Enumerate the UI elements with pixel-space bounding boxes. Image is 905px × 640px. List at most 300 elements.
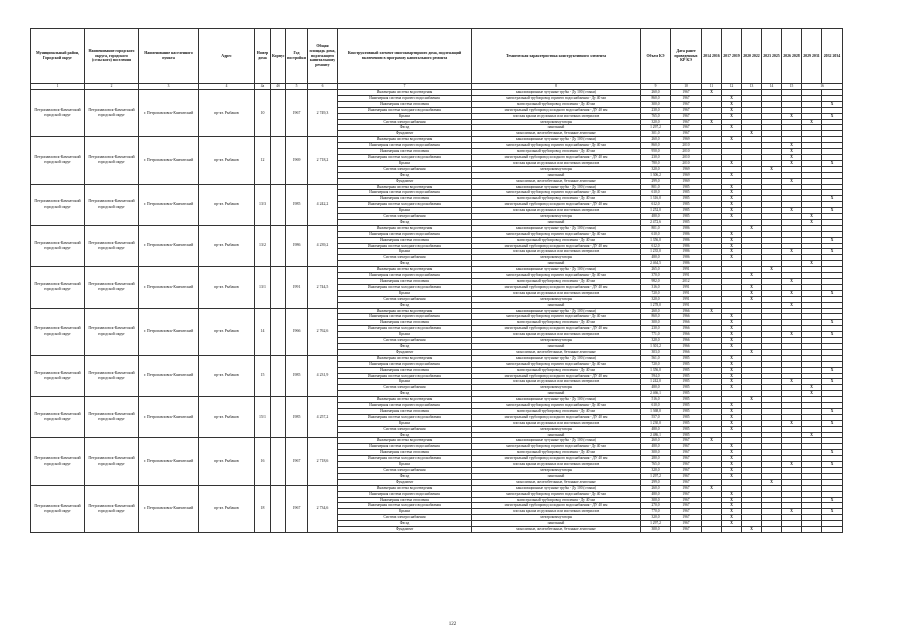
house-number-cell: 18 [255,485,271,532]
header-element: Конструктивный элемент многоквартирного дома, подлежащий включению в программу капитального ремонта [338,29,472,84]
period-5-mark: X [782,249,802,255]
volume-cell: 1 235,0 [641,249,671,255]
period-3-mark: X [742,527,762,533]
prev-repair-cell: 1967 [671,131,702,137]
period-1-mark: X [702,438,722,444]
element-cell: Крыша [338,332,472,338]
element-cell: Фасад [338,432,472,438]
element-cell: Инженерная система отопления [338,450,472,456]
header-period-5: 2026 2028 [782,29,802,84]
volume-cell: 765,0 [641,462,671,468]
prev-repair-cell: 1986 [671,231,702,237]
period-4-mark: X [762,166,782,172]
element-cell: Инженерная система холодного водоснабжения [338,503,472,509]
column-number: 9 [641,84,671,90]
period-2-mark: X [722,420,742,426]
volume-cell: 260,0 [641,90,671,96]
locality-cell: г. Петропавловск-Камчатский [139,438,199,485]
prev-repair-cell: 1967 [671,527,702,533]
characteristic-cell: магистральный трубопровод горячего водоснабжения - Ду 40 мм [472,314,641,320]
period-2-mark: X [722,343,742,349]
address-cell: пр-кт. Рыбаков [199,225,255,266]
column-number: 16 [802,84,843,90]
element-cell: Инженерная система горячего водоснабжения [338,491,472,497]
period-7-mark: X [822,113,843,119]
volume-cell: 765,0 [641,113,671,119]
column-number: 8 [472,84,641,90]
volume-cell: 1 230,0 [641,420,671,426]
prev-repair-cell: 1985 [671,403,702,409]
prev-repair-cell: 1985 [671,202,702,208]
prev-repair-cell: 1967 [671,479,702,485]
period-2-mark: X [722,231,742,237]
prev-repair-cell: 1967 [671,119,702,125]
volume-cell: 260,0 [641,485,671,491]
element-cell: Инженерная система горячего водоснабжения [338,444,472,450]
prev-repair-cell: 1966 [671,338,702,344]
characteristic-cell: панельный [472,125,641,131]
period-5-mark: X [782,302,802,308]
building-cell [271,308,286,355]
prev-repair-cell: 1966 [671,308,702,314]
table-header [31,29,843,90]
volume-cell: 1 356,0 [641,367,671,373]
prev-repair-cell: 1985 [671,367,702,373]
element-cell: Фасад [338,521,472,527]
volume-cell: 2 486,1 [641,432,671,438]
period-2-mark: X [722,208,742,214]
year-cell: 1967 [286,438,308,485]
column-number: 6 [308,84,338,90]
element-cell: Крыша [338,113,472,119]
period-7-mark: X [822,332,843,338]
period-2-mark: X [722,497,742,503]
characteristic-cell: панельный [472,343,641,349]
element-cell: Фасад [338,261,472,267]
settlement-cell: Петропавловск-Камчатский городской округ [85,184,139,225]
period-2-mark: X [722,314,742,320]
prev-repair-cell: 1967 [671,101,702,107]
volume-cell: 2 466,1 [641,391,671,397]
period-2-mark: X [722,503,742,509]
locality-cell: г. Петропавловск-Камчатский [139,397,199,438]
element-cell: Инженерная система водоотведения [338,485,472,491]
element-cell: Инженерная система холодного водоснабжения [338,414,472,420]
prev-repair-cell: 1967 [671,473,702,479]
prev-repair-cell: 1985 [671,184,702,190]
element-cell: Система электроснабжения [338,338,472,344]
element-cell: Фундамент [338,527,472,533]
characteristic-cell: магистральный трубопровод холодного водоснабжения - ДУ 40 мм [472,243,641,249]
characteristic-cell: магистральный трубопровод горячего водоснабжения - Ду 40 мм [472,143,641,149]
volume-cell: 230,0 [641,154,671,160]
element-cell: Система электроснабжения [338,426,472,432]
year-cell: 1966 [286,308,308,355]
period-2-mark: X [722,107,742,113]
characteristic-cell: магистральный трубопровод горячего водоснабжения - Ду 40 мм [472,491,641,497]
settlement-cell: Петропавловск-Камчатский городской округ [85,438,139,485]
element-cell: Инженерная система водоотведения [338,397,472,403]
characteristic-cell: магистральный трубопровод отопления - Ду 40 мм [472,101,641,107]
column-number: 10 [671,84,702,90]
period-5-mark: X [782,290,802,296]
prev-repair-cell: 1966 [671,320,702,326]
column-number: 2 [85,84,139,90]
district-cell: Петропавловск-Камчатский городской округ [31,267,85,308]
prev-repair-cell: 1986 [671,237,702,243]
element-cell: Фасад [338,172,472,178]
locality-cell: г. Петропавловск-Камчатский [139,308,199,355]
characteristic-cell: электрокоммутаторы [472,166,641,172]
prev-repair-cell: 1969 [671,178,702,184]
house-number-cell: 13/3 [255,184,271,225]
volume-cell: 300,0 [641,527,671,533]
volume-cell: 1 356,0 [641,237,671,243]
period-7-mark: X [822,450,843,456]
characteristic-cell: электрокоммутаторы [472,255,641,261]
period-2-mark: X [722,214,742,220]
element-cell: Инженерная система горячего водоснабжения [338,273,472,279]
element-cell: Система электроснабжения [338,515,472,521]
prev-repair-cell: 1966 [671,343,702,349]
prev-repair-cell: 1967 [671,95,702,101]
characteristic-cell: панельный [472,432,641,438]
characteristic-cell: магистральный трубопровод холодного водоснабжения - ДУ 40 мм [472,414,641,420]
prev-repair-cell: 1985 [671,426,702,432]
characteristic-cell: магистральный трубопровод горячего водоснабжения - Ду 40 мм [472,231,641,237]
period-5-mark: X [782,160,802,166]
characteristic-cell: магистральный трубопровод холодного водоснабжения - ДУ 40 мм [472,373,641,379]
building-cell [271,485,286,532]
period-2-mark: X [722,462,742,468]
volume-cell: 480,0 [641,214,671,220]
characteristic-cell: канализационные чугунные трубы - Ду 100 (стояки) [472,355,641,361]
year-cell: 1969 [286,137,308,184]
characteristic-cell: плоская крыша из рулонных или мастичных материалов [472,113,641,119]
prev-repair-cell: 1985 [671,420,702,426]
volume-cell: 260,0 [641,438,671,444]
column-number: 14 [762,84,782,90]
district-cell: Петропавловск-Камчатский городской округ [31,184,85,225]
house-number-cell: 15/1 [255,397,271,438]
element-cell: Инженерная система холодного водоснабжения [338,243,472,249]
volume-cell: 316,0 [641,284,671,290]
period-2-mark: X [722,444,742,450]
prev-repair-cell: 1985 [671,214,702,220]
address-cell: пр-кт. Рыбаков [199,397,255,438]
period-2-mark: X [722,367,742,373]
characteristic-cell: канализационные чугунные трубы - Ду 100 (стояки) [472,184,641,190]
locality-cell: г. Петропавловск-Камчатский [139,184,199,225]
address-cell: пр-кт. Рыбаков [199,137,255,184]
element-cell: Инженерная система отопления [338,320,472,326]
period-3-mark: X [742,284,762,290]
district-cell: Петропавловск-Камчатский городской округ [31,397,85,438]
period-2-mark: X [722,184,742,190]
period-2-mark: X [722,255,742,261]
volume-cell: 2 464,5 [641,261,671,267]
header-year: Год постройки [286,29,308,84]
element-cell: Инженерная система горячего водоснабжения [338,361,472,367]
district-cell: Петропавловск-Камчатский городской округ [31,485,85,532]
prev-repair-cell: 1985 [671,385,702,391]
characteristic-cell: монолитные, железобетонные, бетонные ленточные [472,178,641,184]
header-volume: Объем КЭ [641,29,671,84]
period-2-mark: X [722,403,742,409]
prev-repair-cell: 2010 [671,160,702,166]
element-cell: Система электроснабжения [338,296,472,302]
period-3-mark: X [742,225,762,231]
volume-cell: 1 316,0 [641,196,671,202]
house-number-cell: 16 [255,438,271,485]
page-number: 122 [448,622,457,627]
prev-repair-cell: 1967 [671,497,702,503]
characteristic-cell: плоская крыша из рулонных или мастичных материалов [472,160,641,166]
address-cell: пр-кт. Рыбаков [199,485,255,532]
characteristic-cell: плоская крыша из рулонных или мастичных материалов [472,509,641,515]
program-table-sheet [30,28,842,533]
characteristic-cell: электрокоммутаторы [472,385,641,391]
prev-repair-cell: 1967 [671,107,702,113]
volume-cell: 770,0 [641,509,671,515]
period-7-mark: X [822,408,843,414]
district-cell: Петропавловск-Камчатский городской округ [31,308,85,355]
element-cell: Инженерная система водоотведения [338,90,472,96]
header-characteristics: Техническая характеристика конструктивного элемента [472,29,641,84]
characteristic-cell: магистральный трубопровод холодного водоснабжения - ДУ 40 мм [472,326,641,332]
period-2-mark: X [722,101,742,107]
element-cell: Инженерная система отопления [338,497,472,503]
characteristic-cell: магистральный трубопровод отопления - Ду 40 мм [472,450,641,456]
characteristic-cell: канализационные чугунные трубы - Ду 100 (стояки) [472,267,641,273]
element-cell: Инженерная система водоотведения [338,438,472,444]
element-cell: Крыша [338,249,472,255]
prev-repair-cell: 1967 [671,515,702,521]
element-cell: Фасад [338,391,472,397]
volume-cell: 1 297,2 [641,473,671,479]
locality-cell: г. Петропавловск-Камчатский [139,137,199,184]
column-number: 15 [782,84,802,90]
column-number: 11 [702,84,722,90]
header-period-1: 2014 2016 [702,29,722,84]
prev-repair-cell: 1985 [671,196,702,202]
prev-repair-cell: 1985 [671,361,702,367]
prev-repair-cell: 1986 [671,225,702,231]
volume-cell: 1 297,2 [641,521,671,527]
prev-repair-cell: 1967 [671,438,702,444]
period-6-mark [802,527,822,533]
building-cell [271,137,286,184]
characteristic-cell: магистральный трубопровод горячего водоснабжения - Ду 40 мм [472,403,641,409]
period-2-mark: X [722,385,742,391]
period-7-mark: X [822,497,843,503]
element-cell: Инженерная система горячего водоснабжения [338,95,472,101]
volume-cell: 265,0 [641,267,671,273]
period-5-mark: X [782,178,802,184]
prev-repair-cell: 1967 [671,503,702,509]
prev-repair-cell: 2010 [671,143,702,149]
header-locality: Наименование населенного пункта [139,29,199,84]
address-cell: пр-кт. Рыбаков [199,90,255,137]
volume-cell: 1 242,0 [641,379,671,385]
header-period-6: 2029 2031 [802,29,822,84]
characteristic-cell: электрокоммутаторы [472,214,641,220]
characteristic-cell: магистральный трубопровод холодного водоснабжения - ДУ 40 мм [472,284,641,290]
volume-cell: 480,0 [641,444,671,450]
header-district: Муниципальный район, Городской округ [31,29,85,84]
period-6-mark: X [802,219,822,225]
characteristic-cell: электрокоммутаторы [472,296,641,302]
prev-repair-cell: 1985 [671,414,702,420]
period-5-mark: X [782,143,802,149]
year-cell: 1967 [286,90,308,137]
area-cell: 4 231,9 [308,355,338,396]
volume-cell: 480,0 [641,255,671,261]
district-cell: Петропавловск-Камчатский городской округ [31,355,85,396]
element-cell: Инженерная система водоотведения [338,267,472,273]
prev-repair-cell: 1985 [671,208,702,214]
prev-repair-cell: 1986 [671,261,702,267]
period-2-mark: X [722,509,742,515]
capital-repair-table [30,28,843,533]
volume-cell: 561,0 [641,355,671,361]
period-2-mark: X [722,243,742,249]
volume-cell: 320,0 [641,515,671,521]
volume-cell: 299,0 [641,178,671,184]
element-cell: Крыша [338,290,472,296]
element-cell: Фундамент [338,479,472,485]
prev-repair-cell: 1967 [671,491,702,497]
period-2-mark: X [722,338,742,344]
element-cell: Инженерная система холодного водоснабжения [338,456,472,462]
volume-cell: 303,0 [641,349,671,355]
house-number-cell: 13/1 [255,267,271,308]
building-cell [271,90,286,137]
element-cell: Инженерная система холодного водоснабжения [338,202,472,208]
period-2-mark: X [722,515,742,521]
column-number: 13 [742,84,762,90]
locality-cell: г. Петропавловск-Камчатский [139,90,199,137]
period-2-mark: X [722,426,742,432]
period-5-mark: X [782,149,802,155]
prev-repair-cell: 1991 [671,290,702,296]
header-period-4: 2023 2025 [762,29,782,84]
prev-repair-cell: 1985 [671,432,702,438]
address-cell: пр-кт. Рыбаков [199,308,255,355]
characteristic-cell: магистральный трубопровод холодного водоснабжения - ДУ 40 мм [472,107,641,113]
volume-cell: 720,0 [641,361,671,367]
prev-repair-cell: 1985 [671,397,702,403]
element-cell: Крыша [338,420,472,426]
header-address: Адрес [199,29,255,84]
period-2-mark: X [722,137,742,143]
period-6-mark: X [802,261,822,267]
volume-cell: 301,0 [641,131,671,137]
characteristic-cell: электрокоммутаторы [472,119,641,125]
element-cell: Инженерная система холодного водоснабжения [338,284,472,290]
element-cell: Фасад [338,473,472,479]
prev-repair-cell: 1985 [671,408,702,414]
house-number-cell: 12 [255,137,271,184]
prev-repair-cell: 2012 [671,279,702,285]
characteristic-cell: магистральный трубопровод горячего водоснабжения - Ду 40 мм [472,361,641,367]
period-4-mark: X [762,479,782,485]
building-cell [271,438,286,485]
characteristic-cell: панельный [472,473,641,479]
prev-repair-cell: 1991 [671,273,702,279]
characteristic-cell: монолитные, железобетонные, бетонные ленточные [472,131,641,137]
volume-cell: 320,0 [641,166,671,172]
volume-cell: 230,0 [641,107,671,113]
characteristic-cell: магистральный трубопровод холодного водоснабжения - ДУ 40 мм [472,154,641,160]
prev-repair-cell: 1969 [671,166,702,172]
characteristic-cell: магистральный трубопровод горячего водоснабжения - Ду 40 мм [472,444,641,450]
volume-cell: 1 368,0 [641,408,671,414]
prev-repair-cell: 1986 [671,249,702,255]
header-building: Корпус [271,29,286,84]
year-cell: 1986 [286,225,308,266]
element-cell: Инженерная система отопления [338,149,472,155]
period-5-mark: X [782,462,802,468]
prev-repair-cell: 1966 [671,314,702,320]
building-cell [271,225,286,266]
characteristic-cell: канализационные чугунные трубы - Ду 100 (стояки) [472,308,641,314]
area-cell: 2 718,6 [308,438,338,485]
prev-repair-cell: 1985 [671,219,702,225]
volume-cell: 1 306,2 [641,172,671,178]
period-7-mark: X [822,249,843,255]
characteristic-cell: канализационные чугунные трубы - Ду 100 (стояки) [472,397,641,403]
element-cell: Система электроснабжения [338,255,472,261]
volume-cell: 1 301,2 [641,343,671,349]
characteristic-cell: панельный [472,521,641,527]
prev-repair-cell: 1991 [671,284,702,290]
year-cell: 1985 [286,184,308,225]
volume-cell: 612,0 [641,202,671,208]
volume-cell: 260,0 [641,137,671,143]
element-cell: Фасад [338,302,472,308]
characteristic-cell: электрокоммутаторы [472,515,641,521]
volume-cell: 320,0 [641,338,671,344]
prev-repair-cell: 1967 [671,462,702,468]
volume-cell: 230,0 [641,326,671,332]
period-7-mark: X [822,237,843,243]
area-cell: 2 749,3 [308,90,338,137]
prev-repair-cell: 1969 [671,172,702,178]
period-2-mark: X [722,237,742,243]
characteristic-cell: плоская крыша из рулонных или мастичных материалов [472,379,641,385]
locality-cell: г. Петропавловск-Камчатский [139,355,199,396]
period-2-mark: X [722,491,742,497]
period-7-mark: X [822,367,843,373]
period-2-mark: X [722,361,742,367]
district-cell: Петропавловск-Камчатский городской округ [31,90,85,137]
column-number: 3 [139,84,199,90]
volume-cell: 950,0 [641,149,671,155]
settlement-cell: Петропавловск-Камчатский городской округ [85,267,139,308]
element-cell: Фундамент [338,131,472,137]
period-2-mark: X [722,355,742,361]
element-cell: Фасад [338,219,472,225]
prev-repair-cell: 1985 [671,379,702,385]
address-cell: пр-кт. Рыбаков [199,267,255,308]
characteristic-cell: магистральный трубопровод отопления - Ду 40 мм [472,408,641,414]
volume-cell: 801,0 [641,184,671,190]
prev-repair-cell: 1986 [671,243,702,249]
period-5-mark: X [782,208,802,214]
prev-repair-cell: 1967 [671,509,702,515]
volume-cell: 1 252,0 [641,208,671,214]
